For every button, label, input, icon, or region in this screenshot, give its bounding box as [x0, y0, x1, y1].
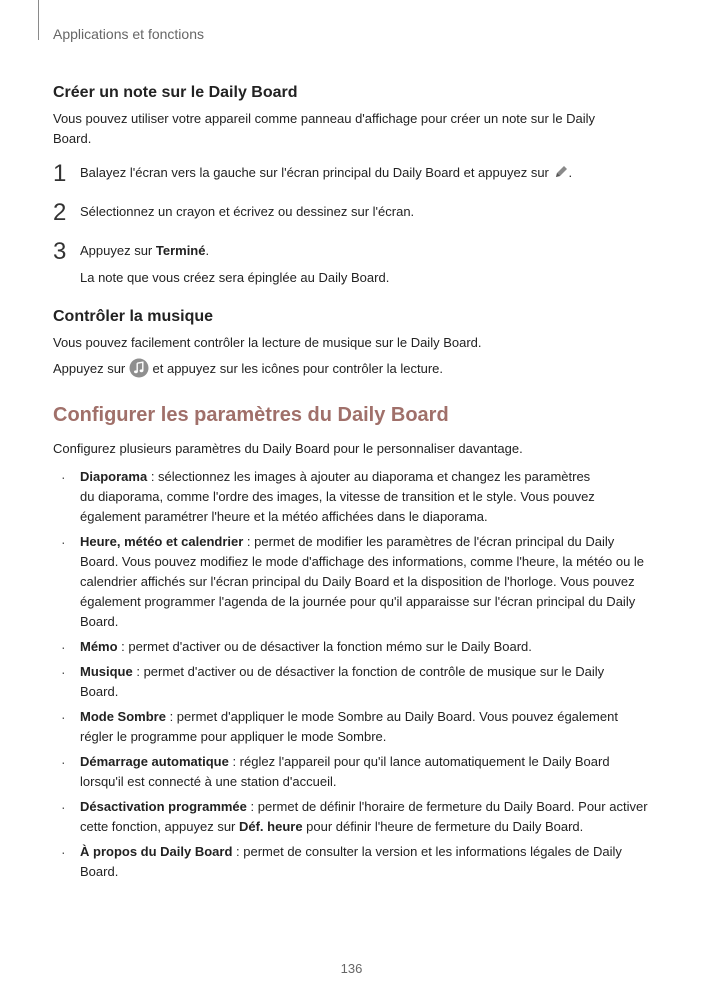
step-note: La note que vous créez sera épinglée au Daily Board. [80, 270, 390, 285]
page-header: Applications et fonctions [53, 26, 204, 42]
list-item: · À propos du Daily Board : permet de consulter la version et les informations légales de Daily Board. [53, 842, 640, 882]
list-item: · Mémo : permet d'activer ou de désactiver la fonction mémo sur le Daily Board. [53, 637, 653, 657]
list-item: · Heure, météo et calendrier : permet de modifier les paramètres de l'écran principal du Daily Board. Vous pouvez modifiez le mode d'affichage des informations, comme l'heure, la météo ou le calendrier affichés sur l'écran principal du Daily Board et la disposition de l'horloge. Vous pouvez également programmer l'agenda de la journée pour qu'il apparaisse sur l'écran principal du Daily Board. [53, 532, 653, 632]
music-line-end: et appuyez sur les icônes pour contrôler la lecture. [152, 361, 444, 376]
step-number: 3 [53, 238, 67, 265]
section-intro-note: Vous pouvez utiliser votre appareil comme panneau d'affichage pour créer un note sur le Daily Board. [53, 111, 596, 146]
pen-icon [553, 164, 569, 180]
section-line-music: Vous pouvez facilement contrôler la lecture de musique sur le Daily Board. [53, 335, 482, 350]
step-number: 1 [53, 160, 67, 187]
section-heading-music: Contrôler la musique [53, 308, 214, 325]
list-item: · Désactivation programmée : permet de définir l'horaire de fermeture du Daily Board. Pour activer cette fonction, appuyez sur Déf. heure pour définir l'heure de fermeture du Daily Board. [53, 797, 660, 837]
music-icon [129, 358, 149, 378]
step-3 [53, 238, 653, 288]
step-text: Balayez l'écran vers la gauche sur l'écran principal du Daily Board et appuyez sur [80, 165, 549, 180]
section-heading-settings: Configurer les paramètres du Daily Board [53, 404, 449, 426]
step-2 [53, 199, 653, 226]
step-1 [53, 160, 653, 187]
list-item: · Musique : permet d'activer ou de désactiver la fonction de contrôle de musique sur le Daily Board. [53, 662, 625, 702]
music-line-start: Appuyez sur [53, 361, 126, 376]
list-item: · Diaporama : sélectionnez les images à ajouter au diaporama et changez les paramètres du diaporama, comme l'ordre des images, la vitesse de transition et le style. Vous pouvez également paramétrer l'heure et la météo affichées dans le diaporama. [53, 467, 600, 527]
page-number: 136 [340, 961, 363, 976]
step-text-end: . [205, 243, 210, 258]
step-text: Sélectionnez un crayon et écrivez ou dessinez sur l'écran. [80, 204, 415, 219]
section-heading-note: Créer un note sur le Daily Board [53, 84, 298, 101]
step-bold-term: Terminé [155, 243, 206, 258]
list-item: · Démarrage automatique : réglez l'appareil pour qu'il lance automatiquement le Daily Board lorsqu'il est connecté à une station d'accueil. [53, 752, 640, 792]
list-item: · Mode Sombre : permet d'appliquer le mode Sombre au Daily Board. Vous pouvez également régler le programme pour appliquer le mode Sombre. [53, 707, 640, 747]
step-text-end: . [568, 165, 573, 180]
header-divider [38, 0, 39, 40]
section-intro-settings: Configurez plusieurs paramètres du Daily Board pour le personnaliser davantage. [53, 441, 523, 456]
page-content [53, 84, 653, 887]
step-text: Appuyez sur [80, 243, 156, 258]
settings-list [53, 467, 653, 882]
step-number: 2 [53, 199, 67, 226]
